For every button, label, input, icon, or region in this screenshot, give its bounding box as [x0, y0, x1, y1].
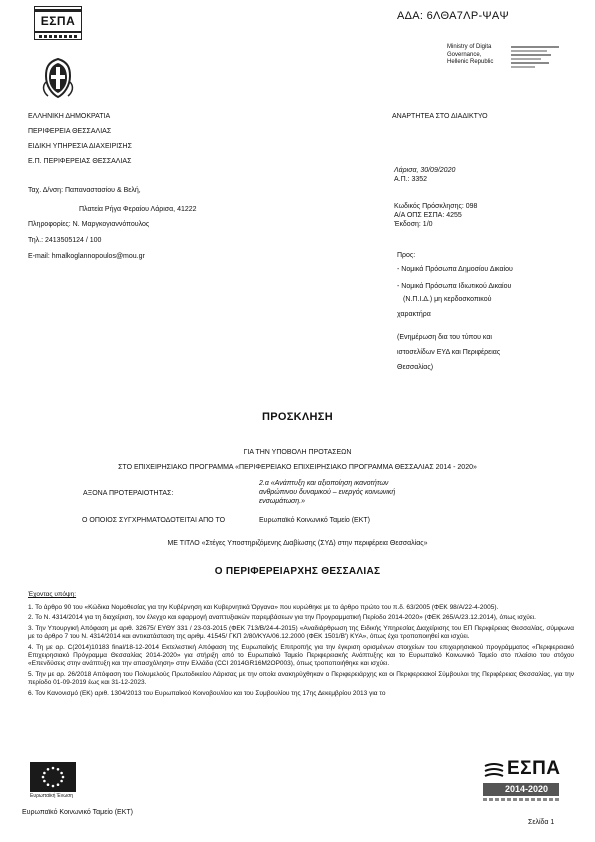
gov-line: Hellenic Republic [447, 59, 494, 65]
recipient-line: χαρακτήρα [397, 311, 431, 318]
axis-value [259, 479, 395, 506]
date-ref [394, 166, 455, 184]
document-date: Λάρισα, 30/09/2020 [394, 167, 456, 174]
recipients [397, 251, 567, 372]
having-regard: Έχοντας υπόψη: [28, 591, 77, 598]
logo-bar [35, 31, 81, 33]
codes [394, 202, 477, 229]
publish-note: ΑΝΑΡΤΗΤΕΑ ΣΤΟ ΔΙΑΔΙΚΤΥΟ [392, 113, 488, 120]
recipient-line: (Ν.Π.Ι.Δ.) μη κερδοσκοπικού [403, 296, 492, 303]
contact-person: Πληροφορίες: Ν. Μαργκογιαννόπουλος [28, 221, 150, 228]
call-code: Κωδικός Πρόσκλησης: 098 [394, 203, 478, 210]
footer-fund: Ευρωπαϊκό Κοινωνικό Ταμείο (ΕΚΤ) [22, 809, 133, 816]
greek-emblem-icon [40, 56, 76, 100]
ada-code: ΑΔΑ: 6ΛΘΑ7ΛΡ-ΨΑΨ [397, 10, 510, 22]
phone: Τηλ.: 2413505124 / 100 [28, 237, 102, 244]
recital-paragraph: 2. Το Ν. 4314/2014 για τη διαχείριση, τον έλεγχο και εφαρμογή αναπτυξιακών παρεμβάσεων για την Προγραμματική Περίοδο 2014-2020» (ΦΕΚ 265/Α/23.12.2014), όπως ισχύει. [28, 614, 536, 622]
espa-wave-icon [483, 762, 505, 780]
espa-footer-text: ΕΣΠΑ [507, 758, 561, 779]
recipients-heading: Προς: [397, 252, 416, 259]
gov-line: Governance, [447, 51, 482, 58]
address-line-1: Ταχ. Δ/νση: Παπαναστασίου & Βελή, [28, 187, 141, 194]
eu-stars-icon [30, 762, 76, 792]
protocol-number: Α.Π.: 3352 [394, 176, 428, 183]
fund-label: Ο ΟΠΟΙΟΣ ΣΥΓΧΡΗΜΑΤΟΔΟΤΕΙΤΑΙ ΑΠΟ ΤΟ [82, 517, 226, 524]
subtitle-1: ΓΙΑ ΤΗΝ ΥΠΟΒΟΛΗ ΠΡΟΤΑΣΕΩΝ [243, 449, 352, 456]
header-left [28, 112, 132, 166]
document-title: ΠΡΟΣΚΛΗΣΗ [262, 411, 333, 423]
address-line-2: Πλατεία Ρήγα Φεραίου Λάρισα, 41222 [79, 206, 197, 213]
recipient-note: (Ενημέρωση δια του τύπου και [397, 334, 492, 341]
recital-paragraph: 5. Την με αρ. 26/2018 Απόφαση του Πολυμελούς Πρωτοδικείου Λάρισας με την οποία ανακηρύχθηκαν ο Περιφερειάρχης και οι Περιφερειακοί Σύμβουλοι της Περιφέρειας Θεσσαλίας, για την περίοδο 01-09-2019 έως και 31-12-2023. [28, 670, 574, 687]
recital-paragraph: 4. Τη με αρ. C(2014)10183 final/18-12-2014 Εκτελεστική Απόφαση της Ευρωπαϊκής Επιτροπής για την έγκριση ορισμένων στοιχείων του επιχειρησιακού προγράμματος «Περιφερειακό Επιχειρησιακό Πρόγραμμα Θεσσαλίας 2014-2020» για στήριξη από το Ευρωπαϊκό Ταμείο Περιφερειακής Ανάπτυξης και το Ευρωπαϊκό Κοινωνικό Ταμείο στο πλαίσιο του στόχου «Επενδύσεις στην ανάπτυξη και την απασχόληση» στην Ελλάδα (CCI 2014GR16M2OP003), όπως τροποποιήθηκε και ισχύει. [28, 643, 574, 668]
recital-paragraph: 6. Τον Κανονισμό (ΕΚ) αριθ. 1304/2013 του Ευρωπαϊκού Κοινοβουλίου και του Συμβουλίου της 17ης Δεκεμβρίου 2013 για το [28, 689, 386, 697]
gov-logo [447, 44, 557, 67]
axis-value-line: ανθρώπινου δυναμικού – ενεργός κοινωνική [259, 489, 396, 496]
recipient-line: - Νομικά Πρόσωπα Ιδιωτικού Δικαίου [397, 283, 512, 290]
subject-line: ΜΕ ΤΙΤΛΟ «Στέγες Υποστηριζόμενης Διαβίωσης (ΣΥΔ) στην περιφέρεια Θεσσαλίας» [167, 540, 428, 547]
header-line: Ε.Π. ΠΕΡΙΦΕΡΕΙΑΣ ΘΕΣΣΑΛΙΑΣ [28, 158, 132, 165]
gov-line: Ministry of Digita [447, 44, 492, 50]
axis-label: ΑΞΟΝΑ ΠΡΟΤΕΡΑΙΟΤΗΤΑΣ: [83, 490, 174, 497]
subtitle-2: ΣΤΟ ΕΠΙΧΕΙΡΗΣΙΑΚΟ ΠΡΟΓΡΑΜΜΑ «ΠΕΡΙΦΕΡΕΙΑΚΟ ΕΠΙΧΕΙΡΗΣΙΑΚΟ ΠΡΟΓΡΑΜΜΑ ΘΕΣΣΑΛΙΑΣ 2014 - 2020» [118, 464, 477, 471]
axis-value-line: ενσωμάτωση.» [259, 498, 305, 505]
recital-paragraph: 1. Το άρθρο 90 του «Κώδικα Νομοθεσίας για την Κυβέρνηση και Κυβερνητικά Όργανα» που κυρώθηκε με το άρθρο πρώτο του π.δ. 63/2005 (ΦΕΚ 98/Α/22-4-2005). [28, 604, 499, 611]
recipient-note: ιστοσελίδων ΕΥΔ και Περιφέρειας [397, 349, 501, 356]
espa-years: 2014-2020 [505, 784, 549, 794]
eu-caption: Ευρωπαϊκή Ένωση [30, 793, 73, 799]
page-number: Σελίδα 1 [528, 819, 555, 826]
logo-bar [35, 9, 81, 12]
recipient-line: - Νομικά Πρόσωπα Δημοσίου Δικαίου [397, 266, 513, 273]
gov-logo-fine-print [511, 44, 559, 70]
header-line: ΠΕΡΙΦΕΡΕΙΑ ΘΕΣΣΑΛΙΑΣ [28, 128, 112, 135]
espa-logo-text: ΕΣΠΑ [40, 14, 76, 28]
recitals [28, 604, 574, 698]
espa-logo-top [34, 6, 82, 40]
header-line: ΕΙΔΙΚΗ ΥΠΗΡΕΣΙΑ ΔΙΑΧΕΙΡΙΣΗΣ [28, 143, 132, 150]
espa-logo-footer [481, 758, 561, 804]
header-line: ΕΛΛΗΝΙΚΗ ΔΗΜΟΚΡΑΤΙΑ [28, 113, 111, 120]
eu-flag-icon [30, 762, 76, 792]
axis-value-line: 2.α «Ανάπτυξη και αξιοποίηση ικανοτήτων [259, 480, 389, 487]
recipient-note: Θεσσαλίας) [397, 364, 434, 371]
espa-stripe [483, 798, 559, 801]
fund-value: Ευρωπαϊκό Κοινωνικό Ταμείο (ΕΚΤ) [259, 517, 370, 524]
recital-paragraph: 3. Την Υπουργική Απόφαση με αριθ. 32675/ ΕΥΘΥ 331 / 23-03-2015 (ΦΕΚ 713/Β/24-4-2015) «Αναδιάρθρωση της Ειδικής Υπηρεσίας Διαχείρισης του ΕΠ Περιφέρειας Θεσσαλίας, σύμφωνα με το άρθρο 7 του Ν. 4314/2014 και αντικατάσταση της αριθμ. 41545/ ΓΚΠ 2/80/ΚΥΑ/06.12.2000 (ΦΕΚ 1501/Β') ΚΥΑ», όπως έχει τροποποιηθεί και ισχύει. [28, 624, 574, 641]
edition: Έκδοση: 1/0 [394, 221, 433, 228]
email: E-mail: hmalkoglannopoulos@mou.gr [28, 253, 145, 260]
aa-code: Α/Α ΟΠΣ ΕΣΠΑ: 4255 [394, 212, 462, 219]
logo-pattern [39, 35, 77, 38]
regional-governor-heading: Ο ΠΕΡΙΦΕΡΕΙΑΡΧΗΣ ΘΕΣΣΑΛΙΑΣ [214, 566, 381, 577]
